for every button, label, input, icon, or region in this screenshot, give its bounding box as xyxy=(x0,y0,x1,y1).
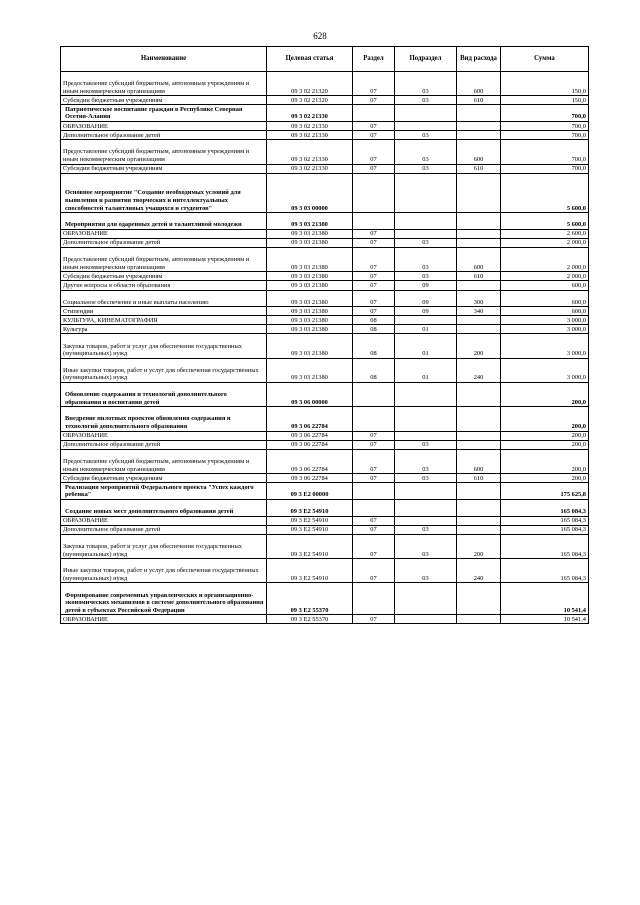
row-section-cell: 07 xyxy=(353,248,395,272)
row-amount-cell: 200,0 xyxy=(501,407,589,431)
row-amount-cell: 5 600,0 xyxy=(501,173,589,213)
row-target-article-cell: 09 3 06 22784 xyxy=(267,407,353,431)
row-subsection-cell: 03 xyxy=(395,248,457,272)
row-section-cell: 07 xyxy=(353,281,395,290)
table-row xyxy=(61,72,589,96)
row-target-article-cell: 09 3 E2 54910 xyxy=(267,516,353,525)
row-name-cell: Реализация мероприятий Федерального проекта "Успех каждого ребенка" xyxy=(61,483,267,500)
row-name-cell: Предоставление субсидий бюджетным, автономным учреждениям и иным некоммерческим организациям xyxy=(61,449,267,473)
row-amount-cell: 10 541,4 xyxy=(501,583,589,615)
row-amount-cell: 200,0 xyxy=(501,474,589,483)
row-amount-cell: 2 000,0 xyxy=(501,272,589,281)
row-target-article-cell: 09 3 02 21320 xyxy=(267,96,353,105)
row-section-cell: 07 xyxy=(353,96,395,105)
row-name-cell: Обновление содержания и технологий дополнительного образования и воспитания детей xyxy=(61,383,267,407)
row-expense-type-cell xyxy=(457,229,501,238)
row-name-cell: Дополнительное образование детей xyxy=(61,131,267,140)
row-target-article-cell: 09 3 03 21380 xyxy=(267,358,353,382)
row-target-article-cell: 09 3 E2 54910 xyxy=(267,559,353,583)
table-row xyxy=(61,229,589,238)
row-section-cell: 08 xyxy=(353,358,395,382)
row-name-cell: Предоставление субсидий бюджетным, автономным учреждениям и иным некоммерческим организациям xyxy=(61,248,267,272)
row-amount-cell: 10 541,4 xyxy=(501,615,589,624)
row-subsection-cell xyxy=(395,105,457,122)
row-expense-type-cell: 340 xyxy=(457,307,501,316)
row-target-article-cell: 09 3 02 21330 xyxy=(267,122,353,131)
row-name-cell: Субсидии бюджетным учреждениям xyxy=(61,272,267,281)
row-target-article-cell: 09 3 03 21380 xyxy=(267,238,353,247)
row-subsection-cell: 03 xyxy=(395,96,457,105)
col-header-section: Раздел xyxy=(353,47,395,72)
row-subsection-cell xyxy=(395,122,457,131)
row-expense-type-cell xyxy=(457,583,501,615)
row-section-cell: 07 xyxy=(353,449,395,473)
row-section-cell: 07 xyxy=(353,140,395,164)
row-target-article-cell: 09 3 06 22784 xyxy=(267,449,353,473)
row-subsection-cell: 01 xyxy=(395,358,457,382)
row-target-article-cell: 09 3 06 00000 xyxy=(267,383,353,407)
table-row xyxy=(61,499,589,516)
row-subsection-cell: 03 xyxy=(395,164,457,173)
row-name-cell: ОБРАЗОВАНИЕ xyxy=(61,122,267,131)
table-row xyxy=(61,140,589,164)
row-section-cell xyxy=(353,173,395,213)
row-name-cell: Субсидии бюджетным учреждениям xyxy=(61,96,267,105)
row-expense-type-cell: 200 xyxy=(457,334,501,358)
table-row xyxy=(61,316,589,325)
row-subsection-cell: 09 xyxy=(395,281,457,290)
table-row xyxy=(61,516,589,525)
table-row xyxy=(61,615,589,624)
row-name-cell: Предоставление субсидий бюджетным, автономным учреждениям и иным некоммерческим организациям xyxy=(61,140,267,164)
row-target-article-cell: 09 3 03 21380 xyxy=(267,248,353,272)
row-expense-type-cell xyxy=(457,173,501,213)
table-row xyxy=(61,105,589,122)
row-expense-type-cell xyxy=(457,525,501,534)
row-name-cell: Дополнительное образование детей xyxy=(61,440,267,449)
row-subsection-cell xyxy=(395,229,457,238)
col-header-name: Наименование xyxy=(61,47,267,72)
row-target-article-cell: 09 3 E2 55370 xyxy=(267,583,353,615)
row-target-article-cell: 09 3 06 22784 xyxy=(267,440,353,449)
row-amount-cell: 200,0 xyxy=(501,383,589,407)
row-section-cell: 07 xyxy=(353,516,395,525)
row-subsection-cell: 09 xyxy=(395,307,457,316)
row-amount-cell: 700,0 xyxy=(501,105,589,122)
row-subsection-cell: 03 xyxy=(395,559,457,583)
row-target-article-cell: 09 3 03 00000 xyxy=(267,173,353,213)
row-target-article-cell: 09 3 06 22784 xyxy=(267,474,353,483)
row-amount-cell: 5 600,0 xyxy=(501,213,589,230)
row-subsection-cell: 01 xyxy=(395,334,457,358)
row-section-cell: 08 xyxy=(353,316,395,325)
row-target-article-cell: 09 3 03 21380 xyxy=(267,334,353,358)
row-subsection-cell xyxy=(395,516,457,525)
row-name-cell: Субсидии бюджетным учреждениям xyxy=(61,164,267,173)
row-expense-type-cell xyxy=(457,499,501,516)
row-subsection-cell xyxy=(395,383,457,407)
row-target-article-cell: 09 3 03 21380 xyxy=(267,281,353,290)
table-row xyxy=(61,238,589,247)
row-expense-type-cell: 600 xyxy=(457,449,501,473)
col-header-target-article: Целевая статья xyxy=(267,47,353,72)
row-target-article-cell: 09 3 E2 54910 xyxy=(267,525,353,534)
row-expense-type-cell: 610 xyxy=(457,272,501,281)
row-section-cell xyxy=(353,213,395,230)
row-subsection-cell: 03 xyxy=(395,449,457,473)
row-expense-type-cell xyxy=(457,238,501,247)
table-row xyxy=(61,431,589,440)
row-amount-cell: 165 084,3 xyxy=(501,559,589,583)
row-amount-cell: 200,0 xyxy=(501,440,589,449)
row-expense-type-cell: 610 xyxy=(457,96,501,105)
row-expense-type-cell: 200 xyxy=(457,534,501,558)
col-header-subsection: Подраздел xyxy=(395,47,457,72)
row-section-cell: 08 xyxy=(353,325,395,334)
row-subsection-cell xyxy=(395,615,457,624)
row-target-article-cell: 09 3 03 21380 xyxy=(267,316,353,325)
row-section-cell: 07 xyxy=(353,122,395,131)
row-name-cell: Мероприятия для одаренных детей и талантливой молодежи xyxy=(61,213,267,230)
row-section-cell: 07 xyxy=(353,307,395,316)
row-amount-cell: 3 000,0 xyxy=(501,325,589,334)
row-target-article-cell: 09 3 03 21380 xyxy=(267,229,353,238)
row-name-cell: Закупка товаров, работ и услуг для обеспечения государственных (муниципальных) нужд xyxy=(61,534,267,558)
row-expense-type-cell xyxy=(457,105,501,122)
table-row xyxy=(61,290,589,307)
row-expense-type-cell xyxy=(457,316,501,325)
row-expense-type-cell xyxy=(457,213,501,230)
table-row xyxy=(61,583,589,615)
row-amount-cell: 165 084,3 xyxy=(501,516,589,525)
row-name-cell: КУЛЬТУРА, КИНЕМАТОГРАФИЯ xyxy=(61,316,267,325)
row-name-cell: ОБРАЗОВАНИЕ xyxy=(61,516,267,525)
row-subsection-cell xyxy=(395,316,457,325)
row-amount-cell: 700,0 xyxy=(501,164,589,173)
col-header-expense-type: Вид расхода xyxy=(457,47,501,72)
row-subsection-cell: 03 xyxy=(395,474,457,483)
row-amount-cell: 2 000,0 xyxy=(501,238,589,247)
row-section-cell: 07 xyxy=(353,72,395,96)
row-subsection-cell xyxy=(395,213,457,230)
row-name-cell: Субсидии бюджетным учреждениям xyxy=(61,474,267,483)
table-row xyxy=(61,122,589,131)
row-section-cell: 07 xyxy=(353,559,395,583)
table-row xyxy=(61,281,589,290)
row-amount-cell: 175 625,8 xyxy=(501,483,589,500)
row-target-article-cell: 09 3 03 21380 xyxy=(267,290,353,307)
row-amount-cell: 700,0 xyxy=(501,122,589,131)
row-amount-cell: 600,0 xyxy=(501,290,589,307)
row-section-cell: 07 xyxy=(353,272,395,281)
row-target-article-cell: 09 3 E2 55370 xyxy=(267,615,353,624)
row-name-cell: Иные закупки товаров, работ и услуг для обеспечения государственных (муниципальных) нужд xyxy=(61,559,267,583)
row-amount-cell: 200,0 xyxy=(501,449,589,473)
row-amount-cell: 200,0 xyxy=(501,431,589,440)
row-section-cell: 08 xyxy=(353,334,395,358)
row-subsection-cell xyxy=(395,499,457,516)
row-amount-cell: 3 000,0 xyxy=(501,334,589,358)
row-subsection-cell: 03 xyxy=(395,525,457,534)
row-section-cell xyxy=(353,483,395,500)
budget-table xyxy=(60,46,589,624)
row-expense-type-cell: 300 xyxy=(457,290,501,307)
row-section-cell: 07 xyxy=(353,534,395,558)
row-target-article-cell: 09 3 02 21330 xyxy=(267,164,353,173)
row-expense-type-cell xyxy=(457,383,501,407)
row-expense-type-cell xyxy=(457,440,501,449)
row-section-cell: 07 xyxy=(353,229,395,238)
row-subsection-cell xyxy=(395,173,457,213)
col-header-amount: Сумма xyxy=(501,47,589,72)
row-subsection-cell: 03 xyxy=(395,72,457,96)
row-subsection-cell: 03 xyxy=(395,440,457,449)
row-name-cell: Иные закупки товаров, работ и услуг для обеспечения государственных (муниципальных) нужд xyxy=(61,358,267,382)
row-amount-cell: 2 000,0 xyxy=(501,248,589,272)
row-amount-cell: 165 084,3 xyxy=(501,525,589,534)
page-number: 628 xyxy=(313,31,327,41)
row-expense-type-cell xyxy=(457,516,501,525)
row-subsection-cell xyxy=(395,483,457,500)
row-target-article-cell: 09 3 02 21320 xyxy=(267,72,353,96)
row-target-article-cell: 09 3 03 21380 xyxy=(267,325,353,334)
table-row xyxy=(61,407,589,431)
table-row xyxy=(61,96,589,105)
row-expense-type-cell: 600 xyxy=(457,248,501,272)
row-name-cell: Формирование современных управленческих и организационно-экономических механизмов в системе дополнительного образования детей в субъектах Российской Федерации xyxy=(61,583,267,615)
row-section-cell xyxy=(353,407,395,431)
row-name-cell: Патриотическое воспитание граждан в Республике Северная Осетия-Алания xyxy=(61,105,267,122)
row-section-cell: 07 xyxy=(353,131,395,140)
row-subsection-cell xyxy=(395,431,457,440)
table-row xyxy=(61,483,589,500)
table-row xyxy=(61,307,589,316)
row-section-cell: 07 xyxy=(353,238,395,247)
row-expense-type-cell xyxy=(457,407,501,431)
row-name-cell: Культура xyxy=(61,325,267,334)
table-header-row xyxy=(61,47,589,72)
row-target-article-cell: 09 3 03 21380 xyxy=(267,272,353,281)
row-section-cell xyxy=(353,499,395,516)
row-subsection-cell xyxy=(395,407,457,431)
table-body xyxy=(61,72,589,624)
row-target-article-cell: 09 3 06 22784 xyxy=(267,431,353,440)
row-expense-type-cell: 240 xyxy=(457,559,501,583)
row-target-article-cell: 09 3 E2 54910 xyxy=(267,534,353,558)
table-row xyxy=(61,559,589,583)
row-section-cell: 07 xyxy=(353,440,395,449)
row-amount-cell: 165 084,3 xyxy=(501,534,589,558)
row-name-cell: Дополнительное образование детей xyxy=(61,238,267,247)
row-expense-type-cell: 600 xyxy=(457,140,501,164)
row-section-cell xyxy=(353,383,395,407)
table-row xyxy=(61,474,589,483)
row-amount-cell: 150,0 xyxy=(501,72,589,96)
row-expense-type-cell: 610 xyxy=(457,474,501,483)
row-amount-cell: 2 600,0 xyxy=(501,229,589,238)
table-row xyxy=(61,131,589,140)
row-section-cell: 07 xyxy=(353,474,395,483)
row-amount-cell: 600,0 xyxy=(501,281,589,290)
row-name-cell: Предоставление субсидий бюджетным, автономным учреждениям и иным некоммерческим организациям xyxy=(61,72,267,96)
row-amount-cell: 3 000,0 xyxy=(501,316,589,325)
row-name-cell: Другие вопросы в области образования xyxy=(61,281,267,290)
row-name-cell: ОБРАЗОВАНИЕ xyxy=(61,229,267,238)
row-subsection-cell: 03 xyxy=(395,534,457,558)
table-row xyxy=(61,334,589,358)
row-subsection-cell xyxy=(395,583,457,615)
row-subsection-cell: 03 xyxy=(395,131,457,140)
row-amount-cell: 700,0 xyxy=(501,140,589,164)
row-section-cell xyxy=(353,583,395,615)
row-section-cell: 07 xyxy=(353,164,395,173)
row-subsection-cell: 03 xyxy=(395,272,457,281)
row-name-cell: Внедрение пилотных проектов обновления содержания и технологий дополнительного образования xyxy=(61,407,267,431)
row-name-cell: ОБРАЗОВАНИЕ xyxy=(61,431,267,440)
row-name-cell: Дополнительное образование детей xyxy=(61,525,267,534)
row-name-cell: Социальное обеспечение и иные выплаты населению xyxy=(61,290,267,307)
row-target-article-cell: 09 3 02 21330 xyxy=(267,140,353,164)
table-row xyxy=(61,213,589,230)
row-name-cell: ОБРАЗОВАНИЕ xyxy=(61,615,267,624)
row-amount-cell: 700,0 xyxy=(501,131,589,140)
row-expense-type-cell xyxy=(457,615,501,624)
table-row xyxy=(61,449,589,473)
row-amount-cell: 600,0 xyxy=(501,307,589,316)
row-name-cell: Основное мероприятие "Создание необходимых условий для выявления и развития творческих и интеллектуальных способностей талантливых учащихся и студентов" xyxy=(61,173,267,213)
row-target-article-cell: 09 3 03 21380 xyxy=(267,307,353,316)
row-target-article-cell: 09 3 03 21380 xyxy=(267,213,353,230)
row-section-cell: 07 xyxy=(353,615,395,624)
row-subsection-cell: 01 xyxy=(395,325,457,334)
row-name-cell: Стипендии xyxy=(61,307,267,316)
row-expense-type-cell: 240 xyxy=(457,358,501,382)
row-target-article-cell: 09 3 E2 00000 xyxy=(267,483,353,500)
row-target-article-cell: 09 3 02 21330 xyxy=(267,105,353,122)
row-section-cell: 07 xyxy=(353,525,395,534)
row-expense-type-cell: 600 xyxy=(457,72,501,96)
row-subsection-cell: 03 xyxy=(395,140,457,164)
table-row xyxy=(61,248,589,272)
table-row xyxy=(61,173,589,213)
row-expense-type-cell xyxy=(457,131,501,140)
row-amount-cell: 150,0 xyxy=(501,96,589,105)
table-row xyxy=(61,534,589,558)
table-row xyxy=(61,383,589,407)
row-amount-cell: 165 084,3 xyxy=(501,499,589,516)
row-name-cell: Закупка товаров, работ и услуг для обеспечения государственных (муниципальных) нужд xyxy=(61,334,267,358)
row-subsection-cell: 09 xyxy=(395,290,457,307)
row-expense-type-cell xyxy=(457,122,501,131)
row-amount-cell: 3 000,0 xyxy=(501,358,589,382)
row-expense-type-cell xyxy=(457,483,501,500)
row-expense-type-cell: 610 xyxy=(457,164,501,173)
row-section-cell xyxy=(353,105,395,122)
table-row xyxy=(61,272,589,281)
table-row xyxy=(61,525,589,534)
row-expense-type-cell xyxy=(457,281,501,290)
row-expense-type-cell xyxy=(457,431,501,440)
row-target-article-cell: 09 3 02 21330 xyxy=(267,131,353,140)
table-row xyxy=(61,325,589,334)
table-row xyxy=(61,440,589,449)
table-row xyxy=(61,164,589,173)
row-expense-type-cell xyxy=(457,325,501,334)
row-subsection-cell: 03 xyxy=(395,238,457,247)
table-row xyxy=(61,358,589,382)
row-section-cell: 07 xyxy=(353,431,395,440)
row-section-cell: 07 xyxy=(353,290,395,307)
row-target-article-cell: 09 3 E2 54910 xyxy=(267,499,353,516)
row-name-cell: Создание новых мест дополнительного образования детей xyxy=(61,499,267,516)
